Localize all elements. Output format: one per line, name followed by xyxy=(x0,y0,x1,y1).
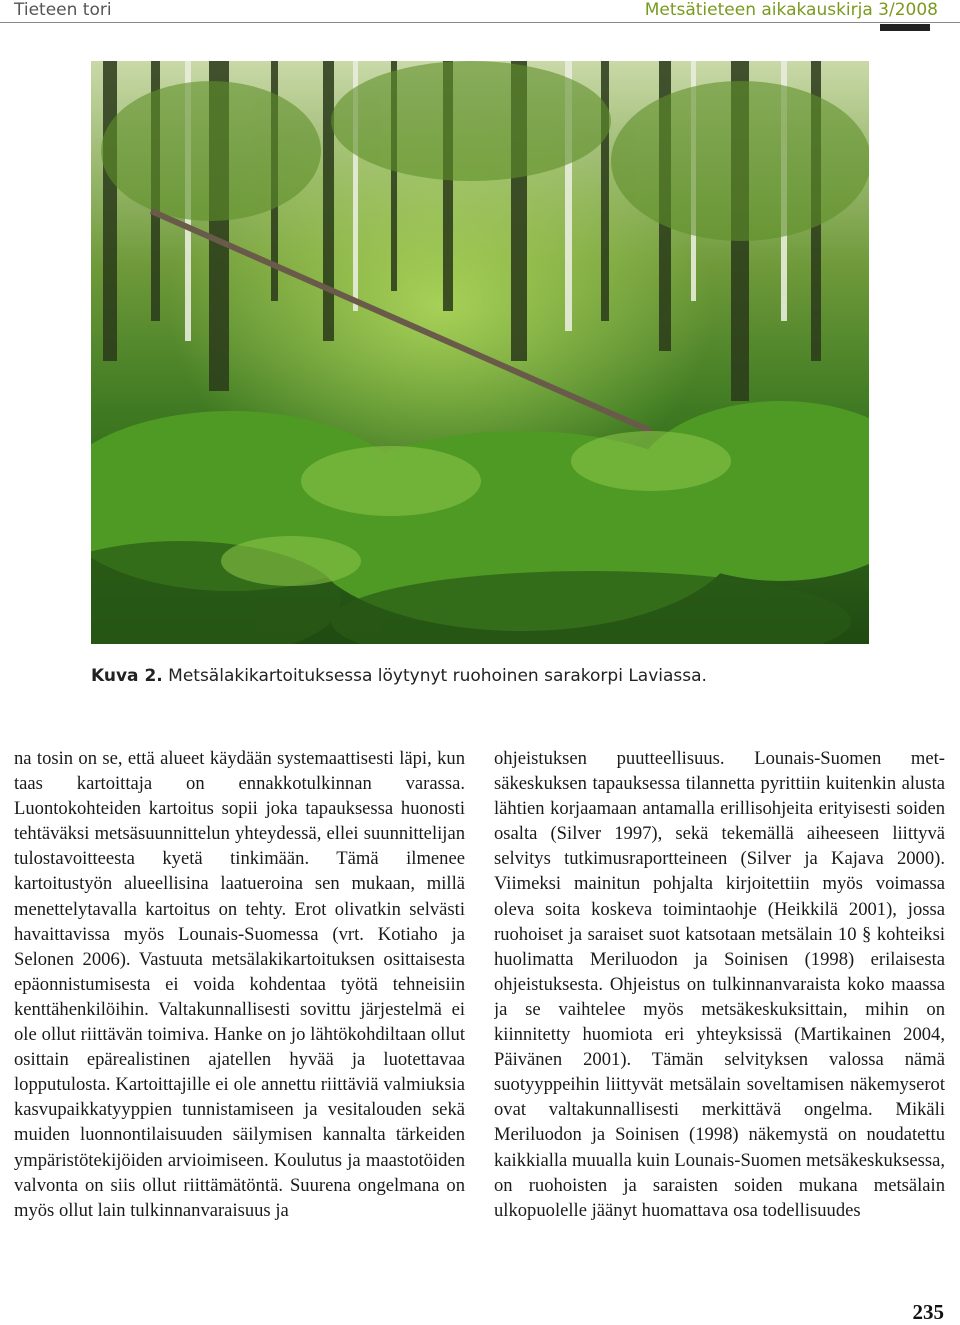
figure-caption xyxy=(91,666,707,686)
section-label: Tieteen tori xyxy=(14,0,112,20)
forest-illustration xyxy=(91,61,869,644)
header-divider xyxy=(0,22,960,23)
body-text-left: na tosin on se, että alueet käydään systemaattisesti läpi, kun taas kartoittaja on ennakkotulkinnan varassa. Luontokohteiden kartoitus sopii joka tapauksessa huonosti tehtäväksi metsäsuunnittelun yhteydessä, ellei suunnittelijan tulostavoitteesta kyetä tinkimään. Tämä ilmenee kartoitustyön alueellisina laatueroina sen mukaan, millä menettelytavalla kartoitus on tehty. Erot olivatkin selvästi havaittavissa myös Lounais-Suomessa (vrt. Kotiaho ja Selonen 2006). Vastuuta metsälakikartoituksen osittaisesta epäonnistumisesta ei voida kohdentaa työtä tehneisiin kenttähenkilöihin. Valtakunnallisesti sovittu järjestelmä ei ole ollut riittävän toimiva. Hanke on jo lähtökohdiltaan ollut osittain epärealistinen ajatellen hyvää ja luotettavaa lopputulosta. Kartoittajille ei ole annettu riittäviä valmiuksia kasvupaikkatyyppien tunnistamiseen ja vesitalouden sekä muiden luonnontilaisuuden säilymisen kannalta tärkeiden ympäristötekijöiden arvioimiseen. Koulutus ja maastotöiden valvonta on siis ollut riittämätöntä. Suurena ongelmana on myös ollut lain tulkinnanvaraisuus ja xyxy=(14,748,465,1221)
journal-title: Metsätieteen aikakauskirja 3/2008 xyxy=(644,0,938,20)
body-column-right xyxy=(494,746,945,1281)
figure-caption-text: Metsälakikartoituksessa löytynyt ruohoinen sarakorpi Laviassa. xyxy=(162,666,707,686)
body-text-right: ohjeistuksen puutteellisuus. Lounais-Suomen metsäkeskuksen tapauksessa tilannetta pyrittiin kuitenkin alusta lähtien korjaamaan antamalla erillisohjeita erityisesti soiden osalta (Silver 1997), sekä tekemällä aiheeseen liittyvä selvitys tutkimusraportteineen (Silver ja Kajava 2000). Viimeksi mainitun pohjalta kirjoitettiin myös voimassa oleva soita koskeva toimintaohje (Heikkilä 2001), jossa ruohoiset ja saraiset suot katsotaan metsälain 10 § kohteiksi huolimatta Meriluodon ja Soinisen (1998) erilaisesta ohjeistuksesta. Ohjeistus on tulkinnanvaraista koko maassa ja se vaihtelee myös metsäkeskuksittain, mihin on kiinnitetty huomiota eri yhteyksissä (Martikainen 2004, Päivänen 2001). Tämän selvityksen valossa nämä suotyyppeihin liittyvät metsälain soveltamisen näkemyserot ovat valtakunnallisesti merkittävä ongelma. Mikäli Meriluodon ja Soinisen (1998) näkemystä on noudatettu kaikkialla muualla kuin Lounais-Suomen metsäkeskuksessa, on ruohoisten ja saraisten soiden mukana metsälain ulkopuolelle jäänyt huomattava osa todellisuudes xyxy=(494,748,945,1221)
body-column-left xyxy=(14,746,465,1281)
figure-label: Kuva 2. xyxy=(91,666,163,686)
forest-photo xyxy=(91,61,869,644)
header-marker xyxy=(880,24,930,31)
page-number: 235 xyxy=(912,1300,944,1324)
